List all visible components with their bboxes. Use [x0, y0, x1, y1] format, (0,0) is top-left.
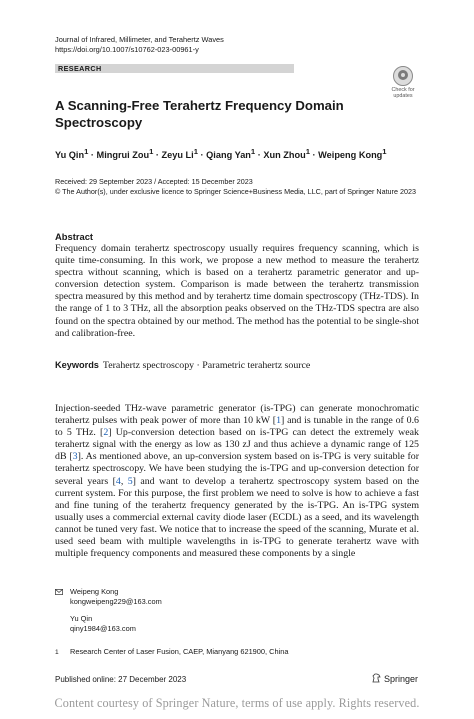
abstract-heading: Abstract [55, 231, 94, 242]
article-dates [55, 177, 435, 196]
article-title: A Scanning-Free Terahertz Frequency Domain Spectroscopy [55, 98, 344, 130]
citation-link[interactable]: 5 [127, 475, 133, 487]
keywords [55, 360, 310, 371]
author-name[interactable]: Qiang Yan [206, 150, 251, 161]
contact-email[interactable]: qiny1984@163.com [70, 623, 136, 633]
springer-wordmark: Springer [384, 674, 419, 684]
contact-email[interactable]: kongweipeng229@163.com [70, 596, 162, 606]
author-name[interactable]: Xun Zhou [263, 150, 306, 161]
section-label: RESEARCH [55, 64, 294, 73]
citation-link[interactable]: 2 [103, 427, 109, 439]
contact-entry [70, 614, 136, 633]
author-name[interactable]: Yu Qin [55, 150, 85, 161]
citation-link[interactable]: 3 [72, 451, 78, 463]
journal-doi[interactable]: https://doi.org/10.1007/s10762-023-00961-y [55, 44, 199, 54]
springer-logo [372, 673, 418, 684]
author-list: Yu Qin$^1$ · Mingrui Zou$^1$ · Zeyu $Li^1$ · Qiang Yan$^1$ · Xun Zhou$^1$ · Weipeng Kong$^1$ [55, 147, 387, 161]
citation-link[interactable]: 1 [276, 415, 281, 427]
published-date: Published online: 27 December 2023 [55, 675, 187, 684]
check-updates-icon [393, 66, 413, 86]
affiliation-number: 1 [55, 649, 59, 656]
journal-header [55, 35, 224, 54]
author-name[interactable]: Weipeng Kong [318, 150, 383, 161]
keywords-text: Terahertz spectroscopy · Parametric terahertz source [102, 360, 311, 371]
check-updates-text: Check for updates [391, 87, 415, 99]
copyright-notice: © The Author(s), under exclusive licence to Springer Science+Business Media, LLC, part of Springer Nature 2023 [55, 186, 416, 196]
citation-link[interactable]: 4 [115, 475, 121, 487]
contact-name: Weipeng Kong [70, 587, 119, 596]
affiliation: Research Center of Laser Fusion, CAEP, Mianyang 621900, China [70, 647, 289, 656]
abstract-text: Frequency domain terahertz spectroscopy usually requires frequency scanning, which is quite time-consuming. In this work, we propose a new method to measure the terahertz spectra without scanning, which is based on a terahertz parametric generator and up-conversion detection system. Comparison is made between the terahertz transmission spectra measured by this method and by terahertz time domain spectroscopy (THz-TDS). In the range of 1 to 3 THz, all the absorption peaks observed on the THz-TDS spectra are also found on the spectra obtained by our method. The method has the potential to be single-shot and calibration-free. [55, 243, 420, 339]
contact-name: Yu Qin [70, 614, 93, 623]
author-name[interactable]: Zeyu Li [161, 150, 194, 161]
author-name[interactable]: Mingrui Zou [96, 150, 150, 161]
keywords-label: Keywords [55, 360, 99, 370]
envelope-icon [55, 589, 63, 595]
contact-entry [70, 587, 162, 606]
courtesy-watermark: Content courtesy of Springer Nature, terms of use apply. Rights reserved. [54, 696, 420, 710]
check-for-updates-badge[interactable] [387, 66, 419, 100]
springer-horse-icon [372, 673, 381, 683]
received-accepted: Received: 29 September 2023 / Accepted: 15 December 2023 [55, 177, 253, 186]
intro-paragraph: Injection-seeded THz-wave parametric generator (is-TPG) can generate monochromatic terahertz pulses with peak power of more than 10 kW [1] and is tunable in the range of 0.6 to 5 THz. [2] Up-conversion detection based on is-TPG can detect the extremely weak terahertz signal with the energy as low as 130 zJ and thus achieve a dynamic range of 125 dB [3]. As mentioned above, an up-conversion system based on is-TPG is very suitable for terahertz spectroscopy. We have been studying the is-TPG and up-conversion detection for several years [4, 5] and want to develop a terahertz spectroscopy system based on the current system. For this purpose, the first problem we need to solve is how to achieve a fast and fine tuning of the terahertz frequency generated by the is-TPG. An is-TPG system usually uses a commercial external cavity diode laser (ECDL) as a seed, and its wavelength cannot be tuned very fast. We notice that to increase the speed of the scanning, Murate et al. used seed beam with multiple wavelengths in is-TPG to generate terahertz wave with multiple frequency components and measured these components by a single [55, 403, 420, 560]
journal-name: Journal of Infrared, Millimeter, and Terahertz Waves [55, 35, 224, 44]
